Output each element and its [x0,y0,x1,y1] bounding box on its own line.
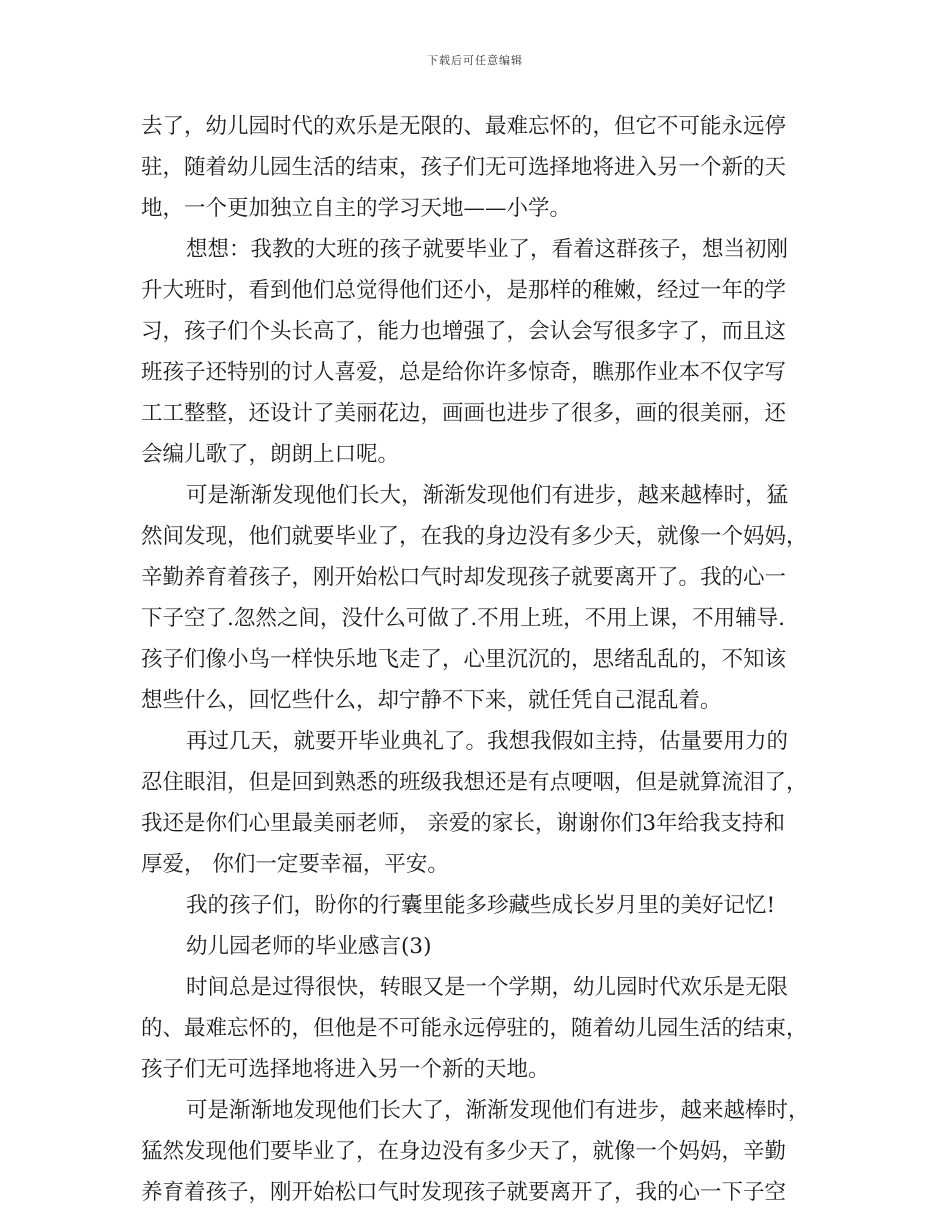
text-line: 孩子们无可选择地将进入另一个新的天地。 [141,1057,550,1082]
paragraph-start: 可是渐渐地发现他们长大了，渐渐发现他们有进步，越来越棒时， [186,1098,810,1123]
text-line: 工工整整，还设计了美丽花边，画画也进步了很多，画的很美丽，还 [141,401,787,426]
text-line: 下子空了.忽然之间，没什么可做了.不用上班，不用上课，不用辅导. [141,606,786,631]
paragraph-start: 再过几天，就要开毕业典礼了。我想我假如主持，估量要用力的 [186,729,789,754]
text-line: 去了，幼儿园时代的欢乐是无限的、最难忘怀的，但它不可能永远停 [141,114,787,139]
text-line: 地，一个更加独立自主的学习天地——小学。 [141,196,572,221]
paragraph-start: 我的孩子们，盼你的行囊里能多珍藏些成长岁月里的美好记忆! [186,893,776,918]
section-heading: 幼儿园老师的毕业感言(3) [186,934,432,959]
body-text [141,106,809,1213]
text-line: 班孩子还特别的讨人喜爱，总是给你许多惊奇，瞧那作业本不仅字写 [141,360,787,385]
page-header: 下载后可任意编辑 [427,54,523,67]
paragraph-start: 想想：我教的大班的孩子就要毕业了，看着这群孩子，想当初刚 [186,237,789,262]
text-line: 忍住眼泪，但是回到熟悉的班级我想还是有点哽咽，但是就算流泪了， [141,770,808,795]
text-line: 我还是你们心里最美丽老师， 亲爱的家长，谢谢你们3年给我支持和 [141,811,786,836]
text-line: 厚爱， 你们一定要幸福，平安。 [141,852,449,877]
text-line: 孩子们像小鸟一样快乐地飞走了，心里沉沉的，思绪乱乱的，不知该 [141,647,787,672]
paragraph-start: 可是渐渐发现他们长大，渐渐发现他们有进步，越来越棒时，猛 [186,483,789,508]
text-line: 驻，随着幼儿园生活的结束，孩子们无可选择地将进入另一个新的天 [141,155,787,180]
text-line: 升大班时，看到他们总觉得他们还小，是那样的稚嫩，经过一年的学 [141,278,787,303]
text-line: 会编儿歌了，朗朗上口呢。 [141,442,400,467]
text-line: 习，孩子们个头长高了，能力也增强了，会认会写很多字了，而且这 [141,319,787,344]
text-line: 的、最难忘怀的，但他是不可能永远停驻的，随着幼儿园生活的结束， [141,1016,808,1041]
text-line: 猛然发现他们要毕业了，在身边没有多少天了，就像一个妈妈，辛勤 [141,1139,787,1164]
text-line: 辛勤养育着孩子，刚开始松口气时却发现孩子就要离开了。我的心一 [141,565,787,590]
paragraph-start: 时间总是过得很快，转眼又是一个学期，幼儿园时代欢乐是无限 [186,975,789,1000]
text-line: 想些什么，回忆些什么，却宁静不下来，就任凭自己混乱着。 [141,688,722,713]
text-line: 然间发现，他们就要毕业了，在我的身边没有多少天，就像一个妈妈， [141,524,808,549]
text-line: 养育着孩子，刚开始松口气时发现孩子就要离开了，我的心一下子空 [141,1180,787,1205]
